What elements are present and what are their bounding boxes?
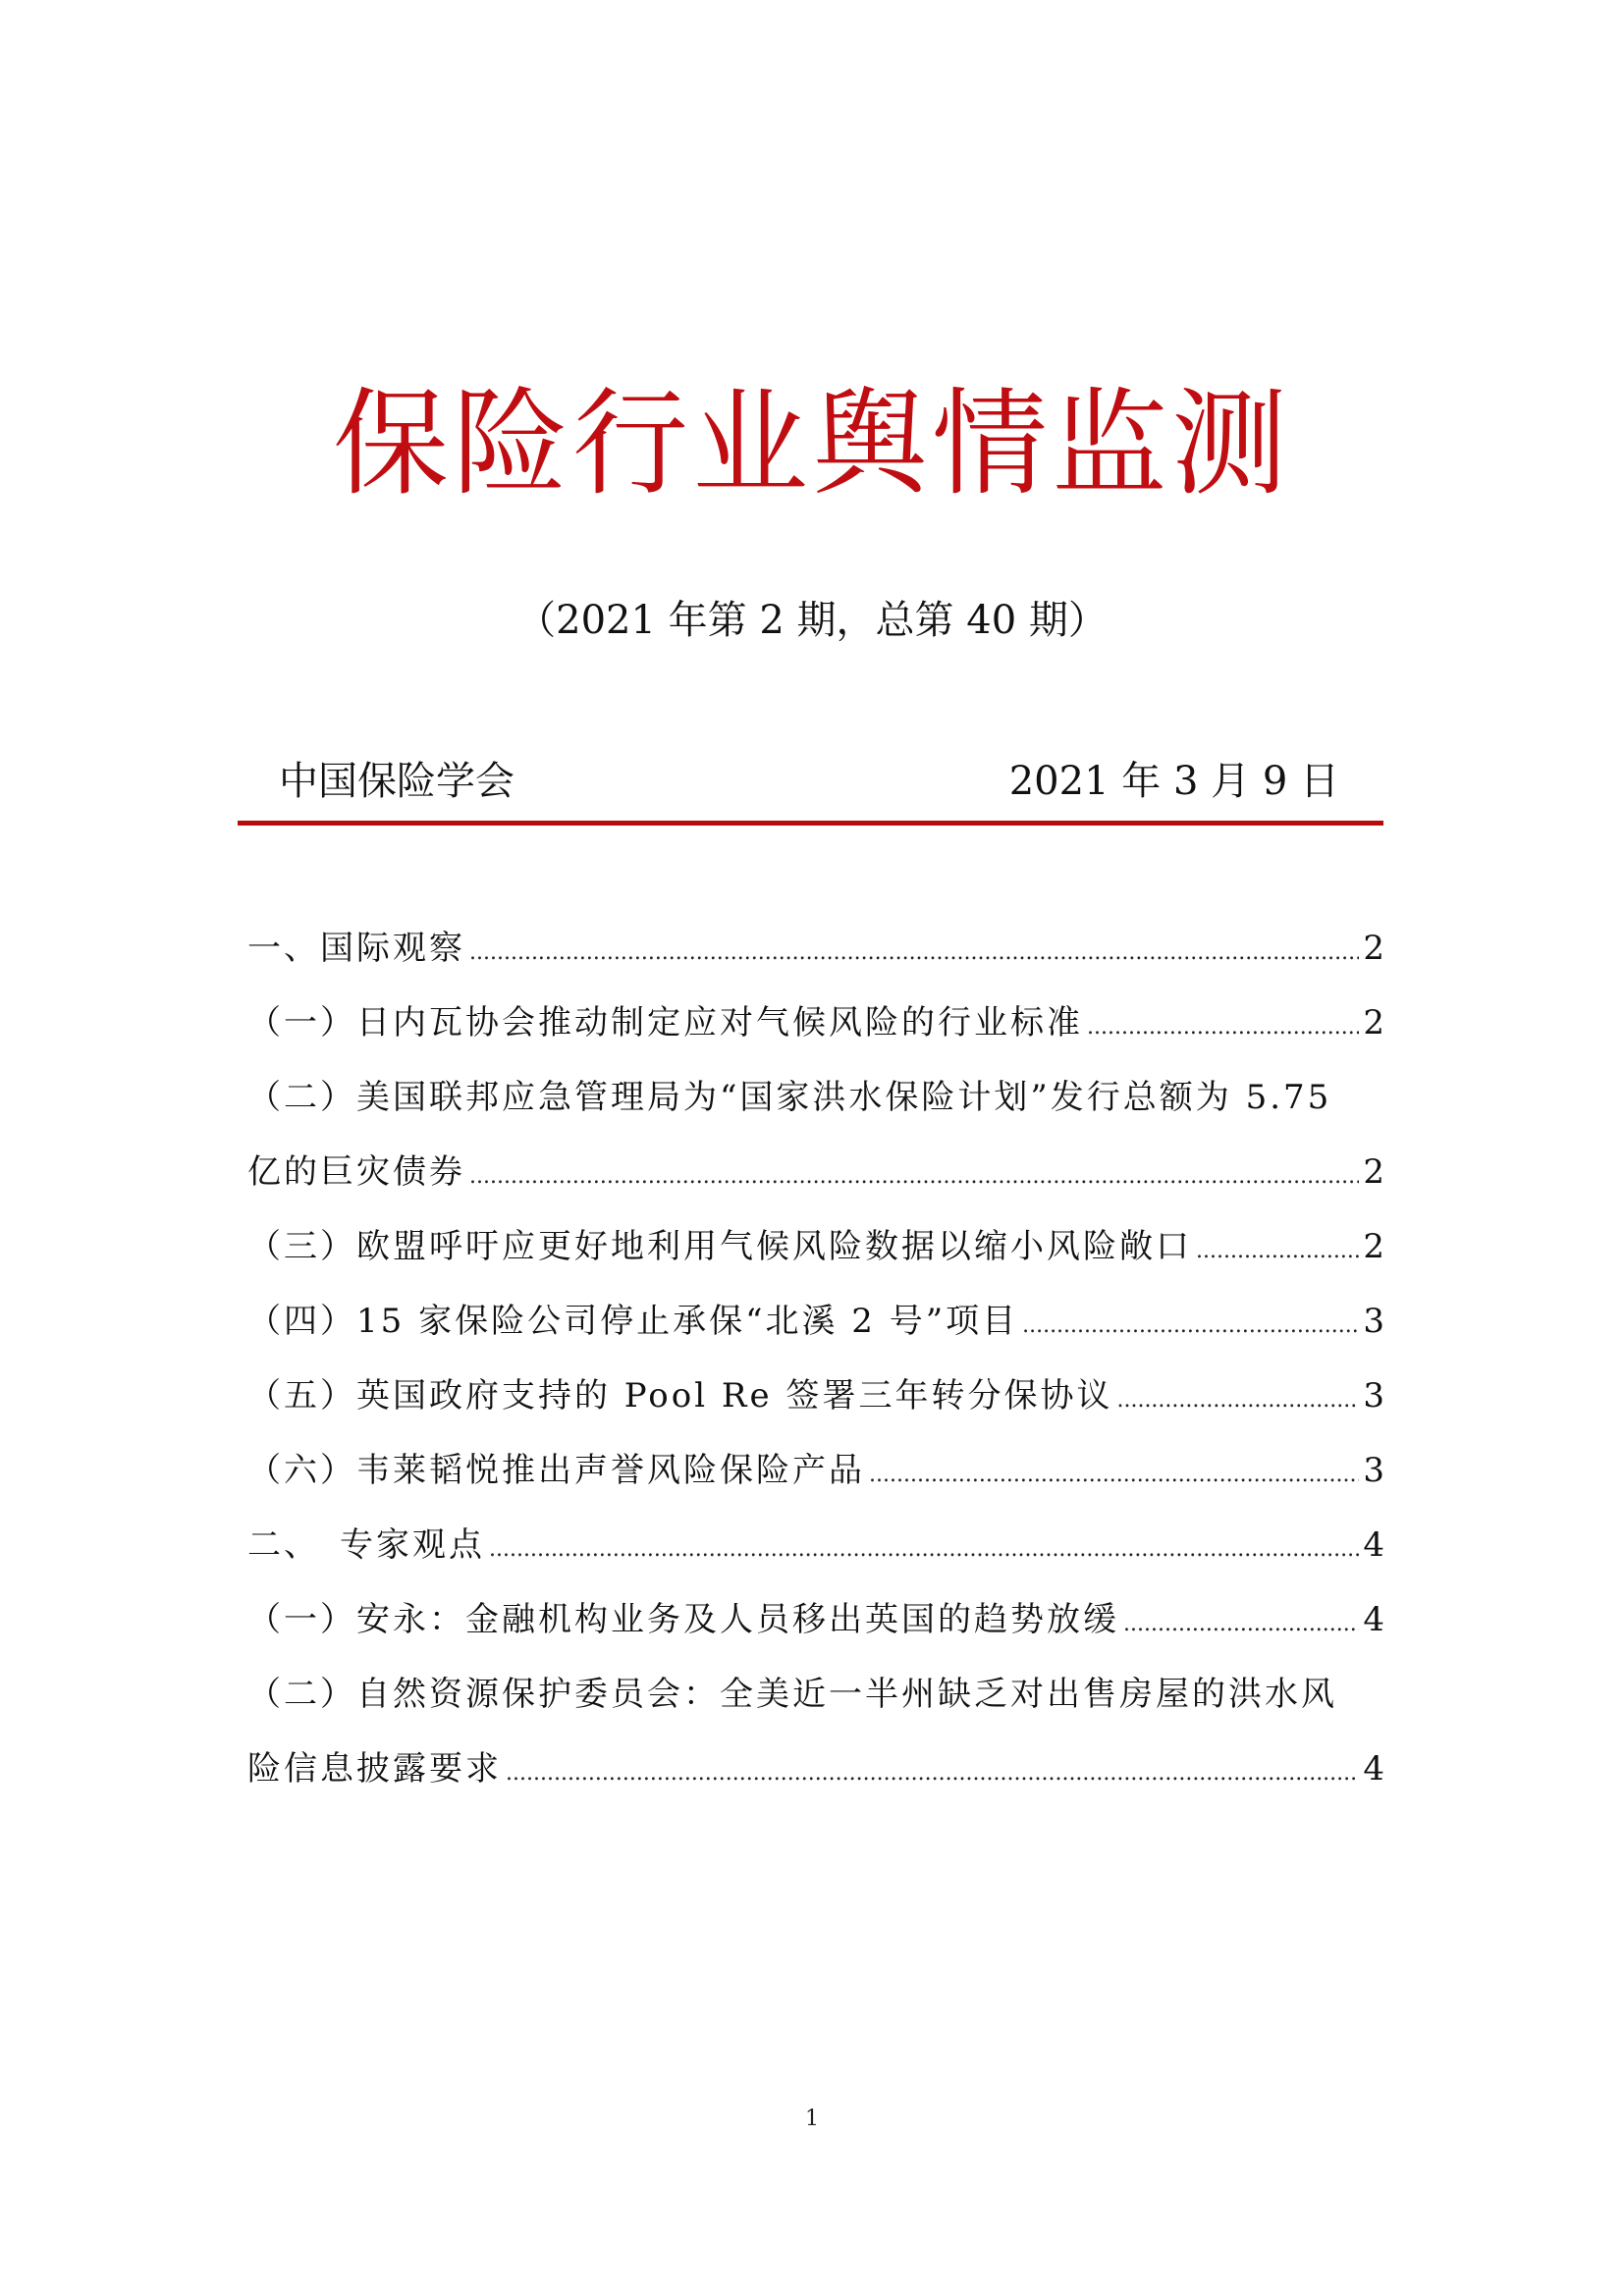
toc-page-number: 4	[1363, 1525, 1384, 1565]
toc-page-number: 4	[1363, 1600, 1384, 1639]
toc-dot-leader	[469, 916, 1359, 990]
toc-entry[interactable]	[247, 1582, 1384, 1657]
toc-page-number: 3	[1363, 1451, 1384, 1490]
table-of-contents	[247, 911, 1384, 1806]
toc-entry[interactable]	[247, 1359, 1384, 1433]
publisher-name: 中国保险学会	[279, 759, 514, 804]
toc-dot-leader	[1022, 1289, 1359, 1363]
toc-entry[interactable]	[247, 911, 1384, 986]
toc-entry[interactable]	[247, 1060, 1384, 1209]
page-number: 1	[805, 2107, 819, 2131]
toc-dot-leader	[1123, 1587, 1359, 1662]
toc-entry-title: （三）欧盟呼吁应更好地利用气候风险数据以缩小风险敞口	[247, 1227, 1192, 1266]
toc-entry-title: （四）15 家保险公司停止承保“北溪 2 号”项目	[247, 1302, 1019, 1341]
publication-date: 2021 年 3 月 9 日	[1008, 759, 1339, 804]
toc-entry[interactable]	[247, 986, 1384, 1060]
toc-page-number: 2	[1363, 1003, 1384, 1042]
toc-dot-leader	[1196, 1214, 1359, 1289]
newsletter-title: 保险行业舆情监测	[332, 376, 1291, 511]
toc-entry-title: 二、 专家观点	[247, 1525, 485, 1565]
toc-dot-leader	[489, 1513, 1359, 1587]
toc-dot-leader	[1087, 990, 1359, 1065]
toc-entry-title: （五）英国政府支持的 Pool Re 签署三年转分保协议	[247, 1376, 1113, 1415]
toc-dot-leader	[469, 1140, 1359, 1214]
toc-page-number: 2	[1363, 1152, 1384, 1192]
toc-entry[interactable]	[247, 1284, 1384, 1359]
toc-entry-title-line1: （二）美国联邦应急管理局为“国家洪水保险计划”发行总额为 5.75	[247, 1078, 1332, 1117]
header-divider	[238, 821, 1383, 826]
toc-page-number: 4	[1363, 1749, 1384, 1789]
toc-entry-title: （一）安永：金融机构业务及人员移出英国的趋势放缓	[247, 1600, 1119, 1639]
toc-page-number: 2	[1363, 1227, 1384, 1266]
toc-entry-title: 亿的巨灾债券	[247, 1152, 465, 1192]
toc-dot-leader	[1116, 1363, 1359, 1438]
toc-entry[interactable]	[247, 1508, 1384, 1582]
toc-entry-title: （一）日内瓦协会推动制定应对气候风险的行业标准	[247, 1003, 1083, 1042]
toc-page-number: 3	[1363, 1302, 1384, 1341]
issue-number: （2021 年第 2 期，总第 40 期）	[516, 598, 1108, 643]
toc-entry[interactable]	[247, 1209, 1384, 1284]
toc-page-number: 3	[1363, 1376, 1384, 1415]
toc-entry-title: 险信息披露要求	[247, 1749, 502, 1789]
toc-entry-title: 一、国际观察	[247, 929, 465, 968]
toc-entry-title-line1: （二）自然资源保护委员会：全美近一半州缺乏对出售房屋的洪水风	[247, 1675, 1337, 1714]
toc-page-number: 2	[1363, 929, 1384, 968]
toc-entry[interactable]	[247, 1433, 1384, 1508]
toc-entry-title: （六）韦莱韬悦推出声誉风险保险产品	[247, 1451, 865, 1490]
toc-dot-leader	[869, 1438, 1359, 1513]
toc-entry[interactable]	[247, 1657, 1384, 1806]
toc-dot-leader	[506, 1736, 1359, 1811]
